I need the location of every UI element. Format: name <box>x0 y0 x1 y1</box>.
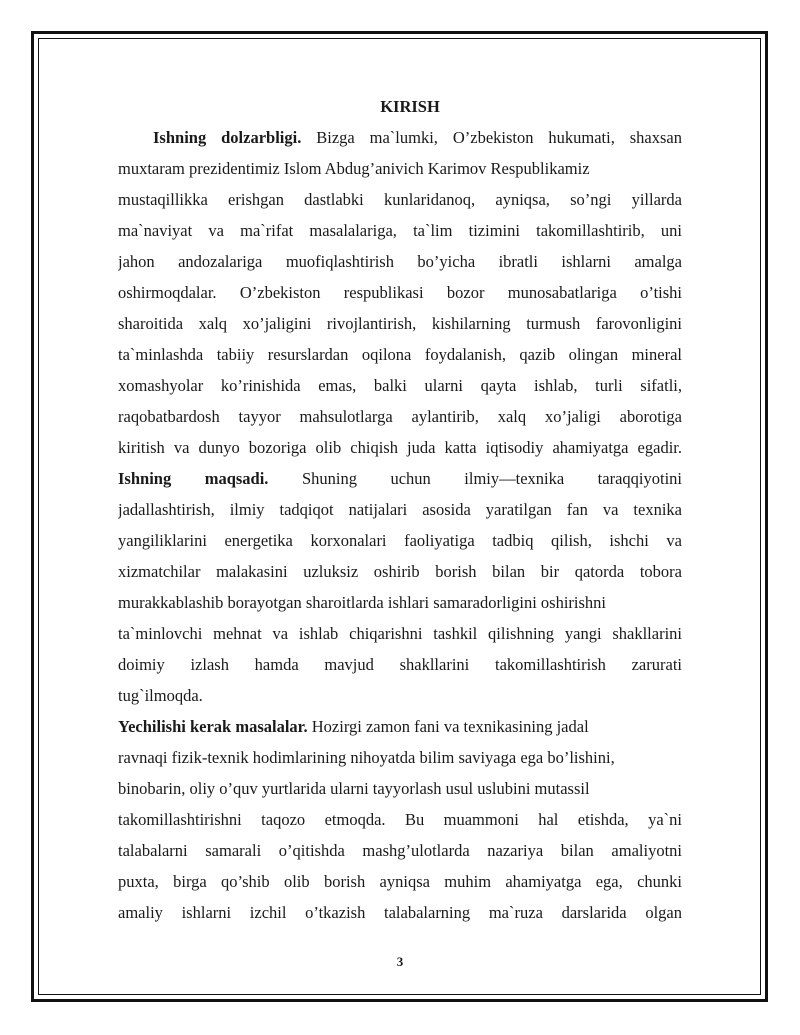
paragraph-line: Ishning maqsadi. Shuning uchun ilmiy—texnika taraqqiyotini <box>118 469 682 488</box>
paragraph-line: yangiliklarini energetika korxonalari faoliyatiga tadbiq qilish, ishchi va <box>118 531 682 550</box>
paragraph-line: binobarin, oliy o’quv yurtlarida ularni tayyorlash usul uslubini mutassil <box>118 779 590 798</box>
document-body <box>118 91 682 928</box>
paragraph-line: sharoitida xalq xo’jaligini rivojlantirish, kishilarning turmush farovonligini <box>118 314 682 333</box>
paragraph-line: murakkablashib borayotgan sharoitlarda ishlari samaradorligini oshirishni <box>118 593 607 612</box>
paragraph-line: mustaqillikka erishgan dastlabki kunlaridanoq, ayniqsa, so’ngi yillarda <box>118 190 682 209</box>
paragraph-line: raqobatbardosh tayyor mahsulotlarga aylantirib, xalq xo’jaligi aborotiga <box>118 407 682 426</box>
page-title: KIRISH <box>380 97 440 116</box>
paragraph-line: ta`minlovchi mehnat va ishlab chiqarishni tashkil qilishning yangi shakllarini <box>118 624 682 643</box>
paragraph-line: ravnaqi fizik-texnik hodimlarining nihoyatda bilim saviyaga ega bo’lishini, <box>118 748 615 767</box>
paragraph-line: ma`naviyat va ma`rifat masalalariga, ta`lim tizimini takomillashtirib, uni <box>118 221 682 240</box>
paragraph-line: takomillashtirishni taqozo etmoqda. Bu muammoni hal etishda, ya`ni <box>118 810 682 829</box>
section-tasks <box>118 711 682 928</box>
paragraph-line: tug`ilmoqda. <box>118 686 203 705</box>
section-heading: Yechilishi kerak masalalar. <box>118 717 308 736</box>
paragraph-line: talabalarni samarali o’qitishda mashg’ulotlarda nazariya bilan amaliyotni <box>118 841 682 860</box>
paragraph-line: ta`minlashda tabiiy resurslardan oqilona foydalanish, qazib olingan mineral <box>118 345 682 364</box>
paragraph-line: doimiy izlash hamda mavjud shakllarini takomillashtirish zarurati <box>118 655 682 674</box>
paragraph-line: kiritish va dunyo bozoriga olib chiqish juda katta iqtisodiy ahamiyatga egadir. <box>118 438 682 457</box>
section-heading: Ishning maqsadi. <box>118 469 269 488</box>
paragraph-line: jadallashtirish, ilmiy tadqiqot natijalari asosida yaratilgan fan va texnika <box>118 500 682 519</box>
paragraph-line: muxtaram prezidentimiz Islom Abdug’anivich Karimov Respublikamiz <box>118 159 590 178</box>
paragraph-line: Ishning dolzarbligi. Bizga ma`lumki, O’zbekiston hukumati, shaxsan <box>153 128 682 147</box>
paragraph-line: xizmatchilar malakasini uzluksiz oshirib borish bilan bir qatorda tobora <box>118 562 682 581</box>
paragraph-line: xomashyolar ko’rinishida emas, balki ularni qayta ishlab, turli sifatli, <box>118 376 682 395</box>
page-number: 3 <box>396 954 404 969</box>
paragraph-line: puxta, birga qo’shib olib borish ayniqsa muhim ahamiyatga ega, chunki <box>118 872 682 891</box>
section-relevance <box>118 122 682 463</box>
section-heading: Ishning dolzarbligi. <box>153 128 302 147</box>
section-goal <box>118 463 682 711</box>
paragraph-line: amaliy ishlarni izchil o’tkazish talabalarning ma`ruza darslarida olgan <box>118 903 682 922</box>
paragraph-line: oshirmoqdalar. O’zbekiston respublikasi bozor munosabatlariga o’tishi <box>118 283 682 302</box>
paragraph-line: jahon andozalariga muofiqlashtirish bo’yicha ibratli ishlarni amalga <box>118 252 682 271</box>
paragraph-line: Yechilishi kerak masalalar. Hozirgi zamon fani va texnikasining jadal <box>118 717 589 736</box>
